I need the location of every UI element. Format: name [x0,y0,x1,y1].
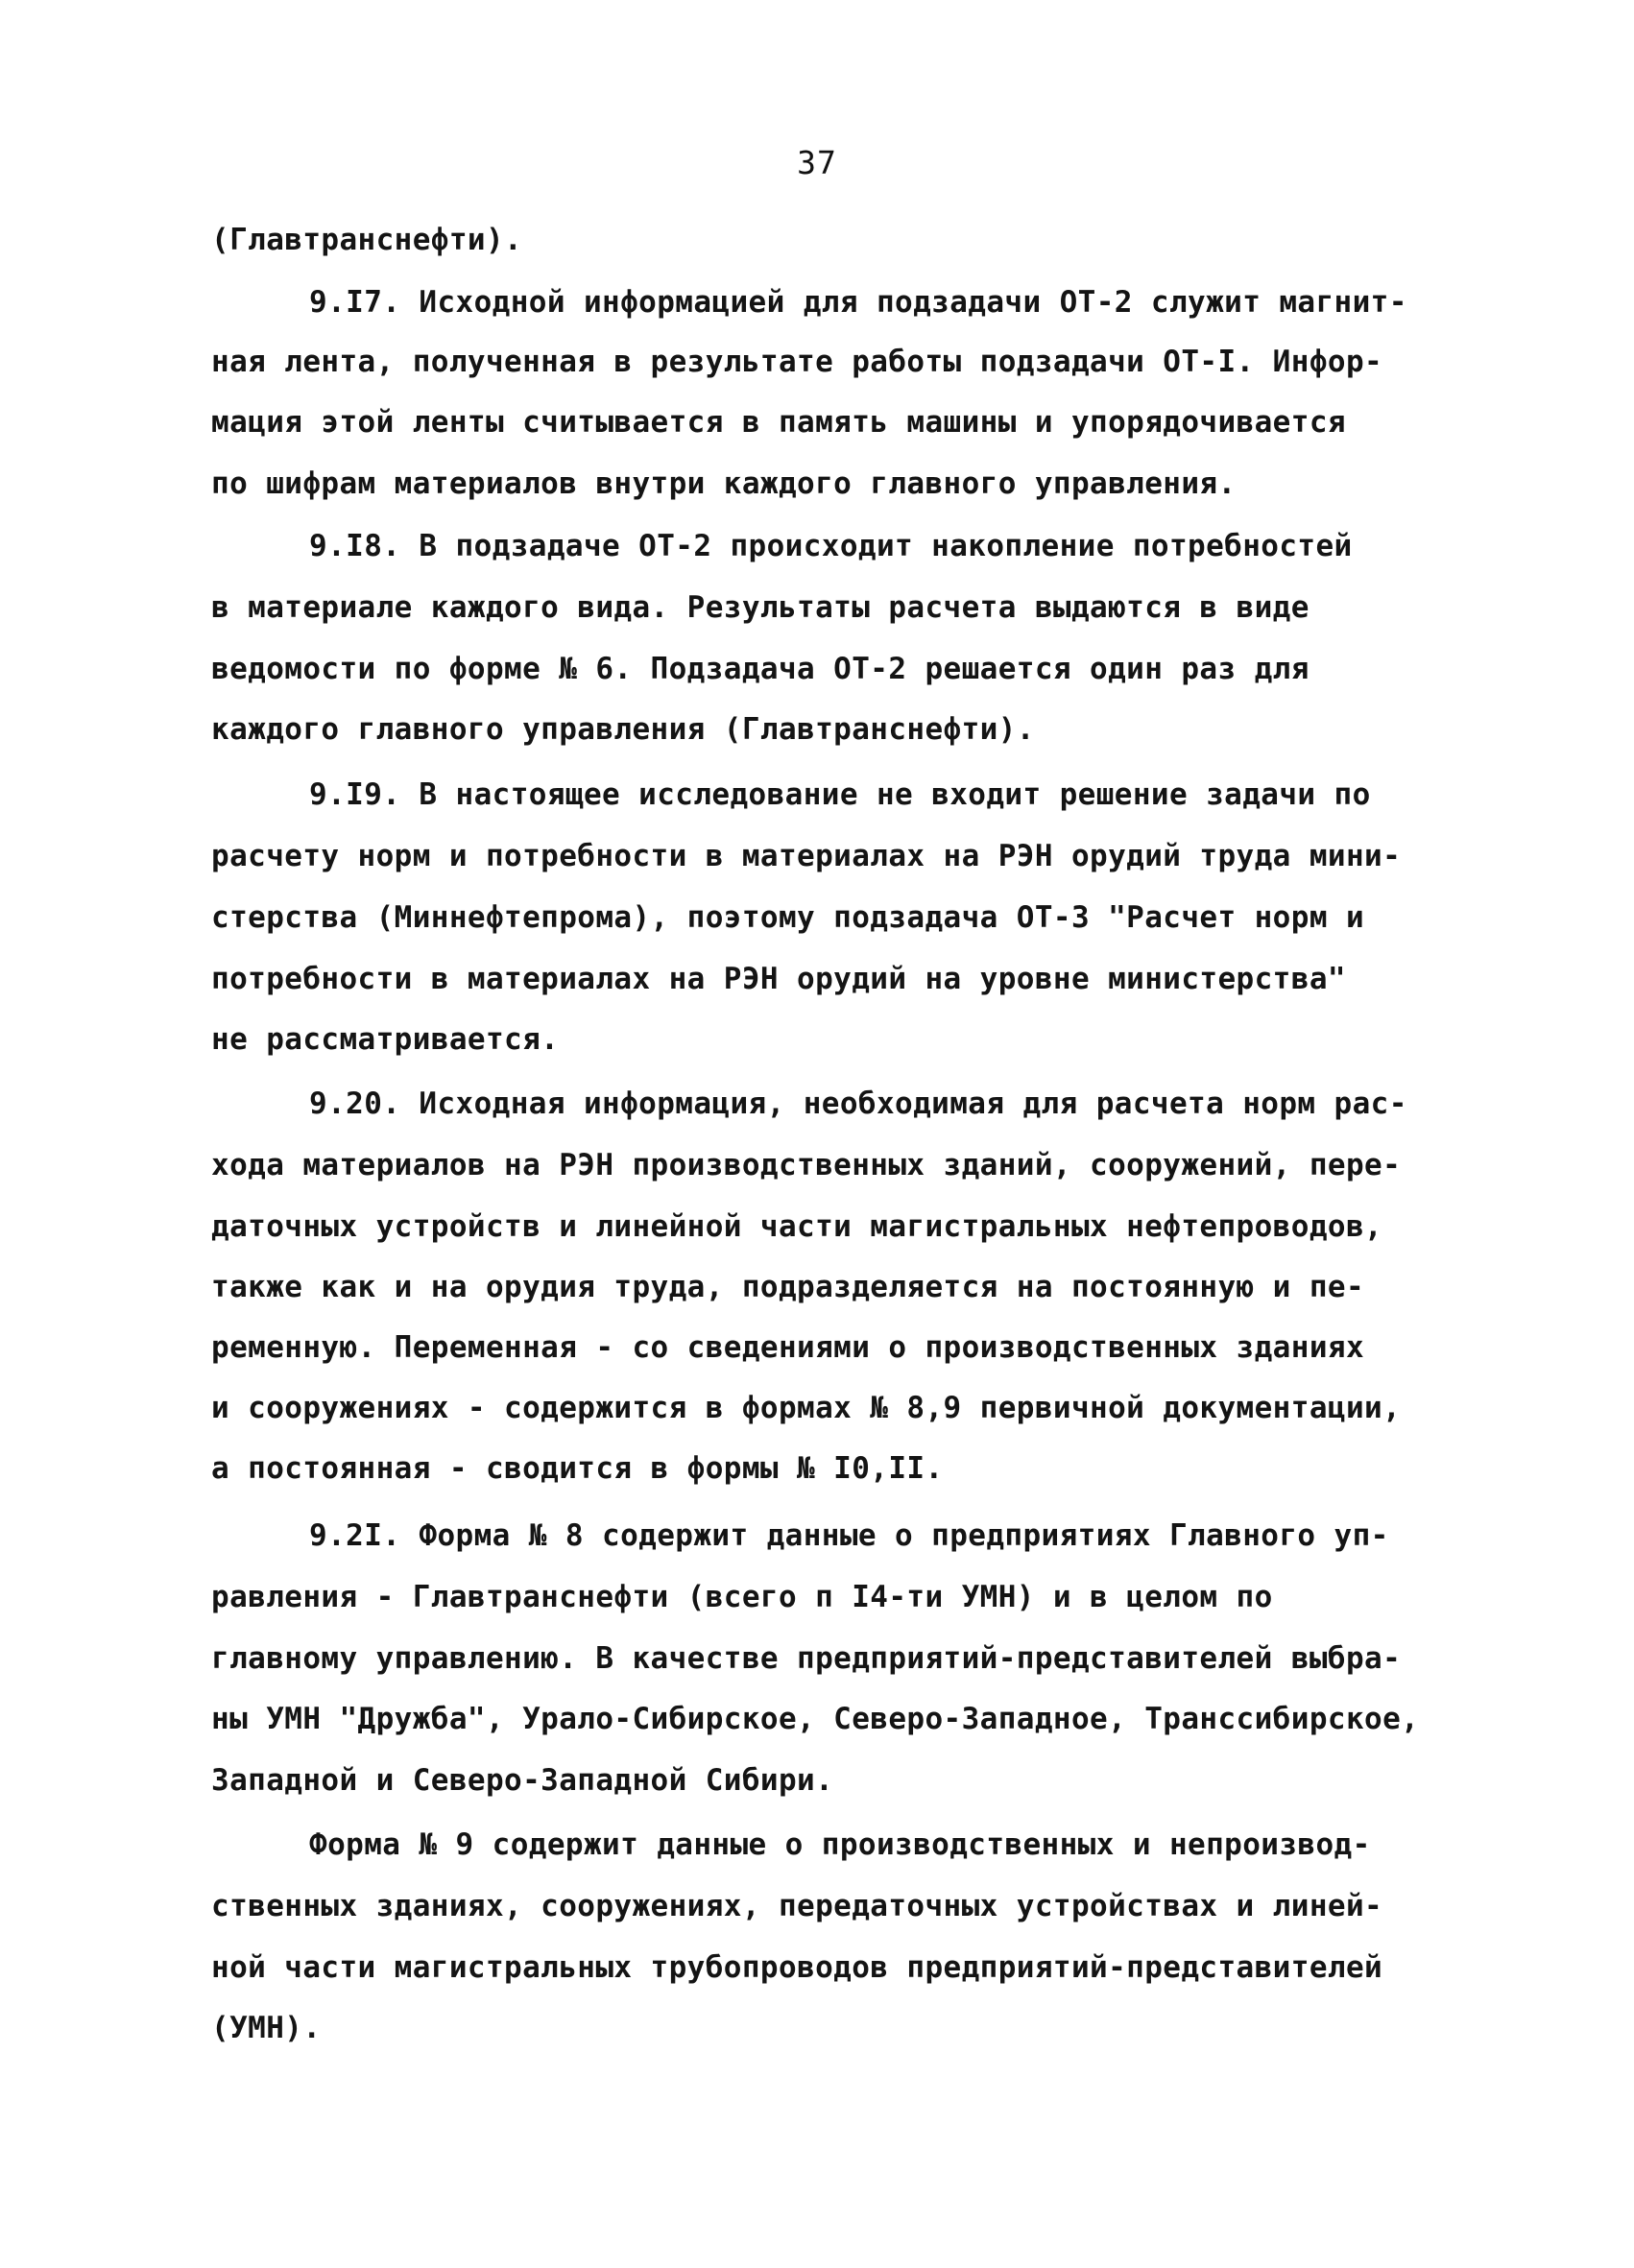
text-line: в материале каждого вида. Результаты расчета выдаются в виде [211,590,1310,625]
text-line: каждого главного управления (Главтранснефти). [211,712,1035,747]
text-line: ременную. Переменная - со сведениями о производственных зданиях [211,1330,1365,1365]
paragraph-form-9-start: Форма № 9 содержит данные о производственных и непроизвод- [309,1827,1371,1862]
text-line: главному управлению. В качестве предприятий-представителей выбра- [211,1641,1402,1676]
text-line: и сооружениях - содержится в формах № 8,9 первичной документации, [211,1391,1402,1425]
text-line: ная лента, полученная в результате работы подзадачи ОТ-I. Инфор- [211,345,1383,379]
text-line: хода материалов на РЭН производственных зданий, сооружений, пере- [211,1148,1402,1182]
text-line: ной части магистральных трубопроводов предприятий-представителей [211,1950,1383,1985]
text-line: также как и на орудия труда, подразделяется на постоянную и пе- [211,1270,1365,1304]
text-line: Западной и Северо-Западной Сибири. [211,1763,834,1798]
text-line: равления - Главтранснефти (всего п I4-ти УМН) и в целом по [211,1580,1273,1614]
text-line: по шифрам материалов внутри каждого главного управления. [211,466,1237,501]
text-line: (УМН). [211,2011,322,2045]
text-line: мация этой ленты считывается в память машины и упорядочивается [211,405,1346,440]
paragraph-9-21-start: 9.2I. Форма № 8 содержит данные о предприятиях Главного уп- [309,1518,1389,1553]
text-line: ственных зданиях, сооружениях, передаточных устройствах и линей- [211,1889,1383,1923]
text-line: не рассматривается. [211,1022,560,1057]
page-number: 37 [797,144,837,181]
text-line: стерства (Миннефтепрома), поэтому подзадача ОТ-3 "Расчет норм и [211,900,1365,935]
text-line: ны УМН "Дружба", Урало-Сибирское, Северо-Западное, Транссибирское, [211,1702,1420,1736]
text-line: расчету норм и потребности в материалах на РЭН орудий труда мини- [211,839,1402,873]
text-line: потребности в материалах на РЭН орудий на уровне министерства" [211,962,1346,996]
text-line: (Главтранснефти). [211,223,523,257]
paragraph-9-19-start: 9.I9. В настоящее исследование не входит решение задачи по [309,777,1371,812]
paragraph-9-17-start: 9.I7. Исходной информацией для подзадачи ОТ-2 служит магнит- [309,285,1407,320]
paragraph-9-18-start: 9.I8. В подзадаче ОТ-2 происходит накопление потребностей [309,529,1353,563]
paragraph-9-20-start: 9.20. Исходная информация, необходимая для расчета норм рас- [309,1086,1407,1121]
text-line: даточных устройств и линейной части магистральных нефтепроводов, [211,1209,1383,1244]
text-line: а постоянная - сводится в формы № I0,II. [211,1451,944,1486]
text-line: ведомости по форме № 6. Подзадача ОТ-2 решается один раз для [211,652,1310,686]
